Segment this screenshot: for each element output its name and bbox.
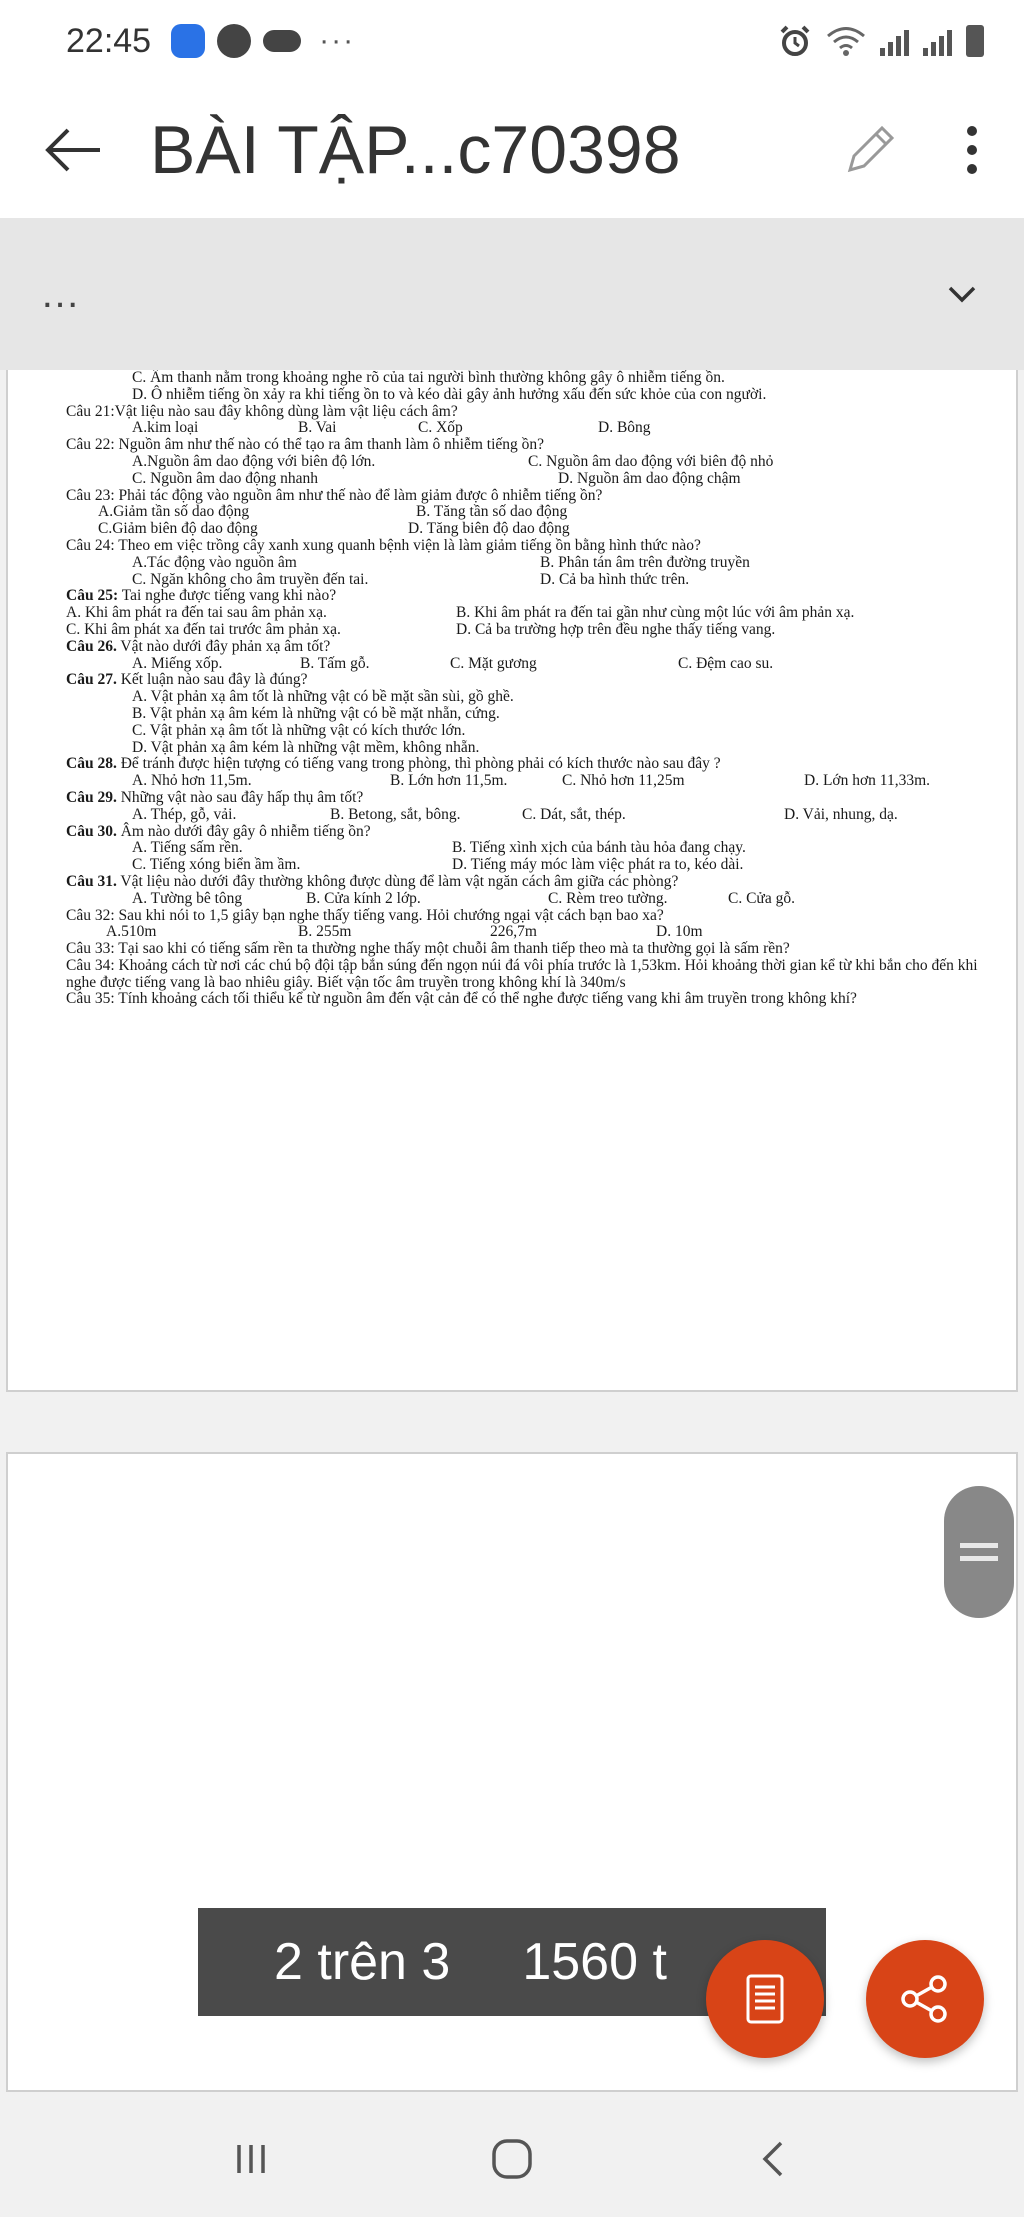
document-line xyxy=(66,572,978,589)
document-line xyxy=(66,605,978,622)
document-line xyxy=(66,588,978,605)
question-number: Câu 27. xyxy=(66,671,117,689)
document-text-segment: D. Ô nhiễm tiếng ồn xảy ra khi tiếng ồn to và kéo dài gây ảnh hưởng xấu đến sức khỏe của con người. xyxy=(132,385,767,403)
back-button[interactable] xyxy=(38,115,108,185)
document-text-segment: C. Ngăn không cho âm truyền đến tai. xyxy=(132,570,369,588)
document-text-segment: 226,7m xyxy=(490,923,537,941)
document-text-segment: A. Nhỏ hơn 11,5m. xyxy=(132,772,252,790)
document-text-segment: Câu 30. Âm nào dưới đây gây ô nhiễm tiếng ồn? xyxy=(66,822,371,840)
document-text-segment: D. Tiếng máy móc làm việc phát ra to, kéo dài. xyxy=(452,856,744,874)
document-paragraph: Câu 35: Tính khoảng cách tối thiểu kể từ nguồn âm đến vật cản để có thể nghe được tiếng vang khi âm truyền trong không khí? xyxy=(66,990,857,1008)
document-line xyxy=(66,891,978,908)
document-text-segment: C. Cửa gỗ. xyxy=(728,889,795,907)
document-line xyxy=(66,504,978,521)
document-text-segment: A.Giảm tần số dao động xyxy=(98,503,250,521)
document-text-segment: C. Vật phản xạ âm tốt là những vật có kích thước lớn. xyxy=(132,721,466,739)
document-text-segment: D. Nguồn âm dao động chậm xyxy=(558,469,741,487)
document-line xyxy=(66,404,978,421)
recent-apps-button[interactable] xyxy=(221,2129,281,2189)
document-line xyxy=(66,807,978,824)
document-text-segment: A.Tác động vào nguồn âm xyxy=(132,553,297,571)
document-text-segment: C. Khi âm phát xa đến tai trước âm phản xạ. xyxy=(66,620,341,638)
document-line xyxy=(66,723,978,740)
document-text-segment: A. Vật phản xạ âm tốt là những vật có bề mặt sần sùi, gồ ghề. xyxy=(132,688,514,706)
document-line xyxy=(66,656,978,673)
document-text-segment: C. Dát, sắt, thép. xyxy=(522,805,626,823)
document-line xyxy=(66,706,978,723)
app-bar xyxy=(0,82,1024,218)
document-text-segment: A.510m xyxy=(106,923,157,941)
document-text-segment: Câu 26. Vật nào dưới đây phản xạ âm tốt? xyxy=(66,637,331,655)
document-text-segment: C. Tiếng xóng biển ầm ầm. xyxy=(132,856,301,874)
document-line xyxy=(66,420,978,437)
document-line xyxy=(66,471,978,488)
document-line xyxy=(66,454,978,471)
signal-icon xyxy=(880,26,909,56)
page-number: 2 trên 3 xyxy=(274,1933,451,1991)
document-line xyxy=(66,521,978,538)
back-arrow-icon xyxy=(44,128,102,172)
document-text-segment: Câu 21:Vật liệu nào sau đây không dùng làm vật liệu cách âm? xyxy=(66,402,458,420)
wifi-icon xyxy=(826,25,866,57)
document-text-segment: A. Miếng xốp. xyxy=(132,654,223,672)
cloud-icon xyxy=(263,30,301,52)
document-text-segment: D. Tăng biên độ dao động xyxy=(408,520,570,538)
document-line xyxy=(66,857,978,874)
document-text-segment: C. Âm thanh nằm trong khoảng nghe rõ của tai người bình thường không gây ô nhiễm tiếng ồn. xyxy=(132,370,725,386)
chevron-down-icon[interactable] xyxy=(942,274,982,314)
document-text-segment: A. Tường bê tông xyxy=(132,889,243,907)
document-text-segment: A.Nguồn âm dao động với biên độ lớn. xyxy=(132,452,376,470)
document-text-segment: Câu 22: Nguồn âm như thế nào có thể tạo ra âm thanh làm ô nhiễm tiếng ồn? xyxy=(66,436,545,454)
document-line xyxy=(66,672,978,689)
document-line xyxy=(66,622,978,639)
home-icon xyxy=(489,2136,535,2182)
document-text-segment: B. 255m xyxy=(298,923,352,941)
document-text-segment: B. Khi âm phát ra đến tai gần như cùng một lúc với âm phản xạ. xyxy=(456,604,855,622)
document-text-segment: Câu 24: Theo em việc trồng cây xanh xung quanh bệnh viện là làm giảm tiếng ồn bằng hình thức nào? xyxy=(66,536,701,554)
document-text-segment: B. Cửa kính 2 lớp. xyxy=(306,889,421,907)
document-text-segment: C. Nguồn âm dao động nhanh xyxy=(132,469,318,487)
overflow-menu[interactable]: … xyxy=(40,271,84,316)
document-text-segment: B. Phân tán âm trên đường truyền xyxy=(540,553,750,571)
more-vertical-icon xyxy=(967,126,977,136)
word-count: 1560 t xyxy=(522,1933,667,1991)
document-text-segment: B. Tăng tần số dao động xyxy=(416,503,568,521)
document-line xyxy=(66,824,978,841)
status-right-icons xyxy=(778,24,984,58)
document-line xyxy=(66,773,978,790)
document-paragraph: Câu 33: Tại sao khi có tiếng sấm rền ta thường nghe thấy một chuỗi âm thanh tiếp theo mà ta thường gọi là sấm rền? xyxy=(66,940,790,958)
recent-apps-icon xyxy=(231,2139,271,2179)
document-text-segment: C.Giảm biên độ dao động xyxy=(98,520,258,538)
document-text-segment: D. Vải, nhung, dạ. xyxy=(784,805,898,823)
question-number: Câu 30. xyxy=(66,822,117,840)
reading-view-button[interactable] xyxy=(706,1940,824,2058)
document-text-segment: B. Vật phản xạ âm kém là những vật có bề mặt nhẵn, cứng. xyxy=(132,704,500,722)
document-text-segment: C. Xốp xyxy=(418,419,463,437)
document-text-segment: A. Thép, gỗ, vải. xyxy=(132,805,237,823)
more-options-button[interactable] xyxy=(952,115,992,185)
document-line xyxy=(66,488,978,505)
document-text-segment: D. Cả ba trường hợp trên đều nghe thấy tiếng vang. xyxy=(456,620,776,638)
document-text-segment: Câu 25: Tai nghe được tiếng vang khi nào? xyxy=(66,587,337,605)
document-line xyxy=(66,790,978,807)
document-text-segment: B. Tấm gỗ. xyxy=(300,654,370,672)
document-line xyxy=(66,908,978,925)
home-button[interactable] xyxy=(482,2129,542,2189)
messenger-icon xyxy=(217,24,251,58)
document-text-segment: A. Khi âm phát ra đến tai sau âm phản xạ. xyxy=(66,604,327,622)
document-line xyxy=(66,555,978,572)
document-line xyxy=(66,924,978,941)
document-text xyxy=(66,370,978,1008)
document-text-segment: Câu 29. Những vật nào sau đây hấp thụ âm tốt? xyxy=(66,788,364,806)
document-text-segment: B. Betong, sắt, bông. xyxy=(330,805,461,823)
document-text-segment: Câu 27. Kết luận nào sau đây là đúng? xyxy=(66,671,308,689)
document-text-segment: Câu 28. Để tránh được hiện tượng có tiếng vang trong phòng, thì phòng phải có kích thước nào sau đây ? xyxy=(66,755,721,773)
back-icon xyxy=(753,2137,793,2181)
document-text-segment: C. Nguồn âm dao động với biên độ nhỏ xyxy=(528,452,774,470)
document-text-segment: B. Lớn hơn 11,5m. xyxy=(390,772,508,790)
document-text-segment: Câu 23: Phải tác động vào nguồn âm như thế nào để làm giảm được ô nhiễm tiếng ồn? xyxy=(66,486,603,504)
document-line xyxy=(66,639,978,656)
document-text-segment: Câu 31. Vật liệu nào dưới đây thường không được dùng để làm vật ngăn cách âm giữa các phòng? xyxy=(66,872,679,890)
status-bar xyxy=(0,0,1024,82)
document-text-segment: C. Mặt gương xyxy=(450,654,537,672)
document-line xyxy=(66,740,978,757)
status-time: 22:45 xyxy=(66,21,152,60)
document-text-segment: C. Rèm treo tường. xyxy=(548,889,668,907)
edit-button[interactable] xyxy=(838,118,902,182)
fast-scroll-handle[interactable] xyxy=(944,1486,1014,1618)
question-number: Câu 25: xyxy=(66,587,119,605)
document-text-segment: D. 10m xyxy=(656,923,703,941)
question-number: Câu 29. xyxy=(66,788,117,806)
alarm-icon xyxy=(778,24,812,58)
document-page-1[interactable] xyxy=(6,370,1018,1392)
question-number: Câu 31. xyxy=(66,872,117,890)
document-line xyxy=(66,756,978,773)
status-more-indicator: ··· xyxy=(319,24,356,57)
document-line xyxy=(66,437,978,454)
document-text-segment: D. Bông xyxy=(598,419,651,437)
document-line xyxy=(66,538,978,555)
secondary-toolbar xyxy=(0,218,1024,370)
document-line xyxy=(66,387,978,404)
document-line xyxy=(66,874,978,891)
document-text-segment: D. Cả ba hình thức trên. xyxy=(540,570,690,588)
question-number: Câu 28. xyxy=(66,755,117,773)
document-text-segment: Câu 32: Sau khi nói to 1,5 giây bạn nghe thấy tiếng vang. Hỏi chướng ngại vật cách bạn bao xa? xyxy=(66,906,664,924)
back-nav-button[interactable] xyxy=(743,2129,803,2189)
question-number: Câu 26. xyxy=(66,637,117,655)
document-paragraph: Câu 34: Khoảng cách từ nơi các chú bộ đội tập bắn súng đến ngọn núi đá vôi phía trước là 1,53km. Hỏi khoảng thời gian kể từ khi bắn cho đến khi nghe được tiếng vang là bao nhiêu giây. Biết vận tốc âm truyền trong không khí là 340m/s xyxy=(66,956,978,991)
document-line xyxy=(66,689,978,706)
document-line xyxy=(66,370,978,387)
pencil-icon xyxy=(842,122,898,178)
document-text-segment: A.kim loại xyxy=(132,419,199,437)
document-text-segment: D. Vật phản xạ âm kém là những vật mềm, không nhẵn. xyxy=(132,738,480,756)
share-icon xyxy=(898,1972,952,2026)
document-icon xyxy=(745,1973,785,2025)
document-line xyxy=(66,840,978,857)
signal-icon-2 xyxy=(923,26,952,56)
document-text-segment: C. Đệm cao su. xyxy=(678,654,774,672)
document-text-segment: D. Lớn hơn 11,33m. xyxy=(804,772,931,790)
scroll-grip-icon xyxy=(960,1543,998,1548)
app-notification-icon xyxy=(171,24,205,58)
document-text-segment: B. Tiếng xình xịch của bánh tàu hỏa đang chạy. xyxy=(452,839,746,857)
document-text-segment: C. Nhỏ hơn 11,25m xyxy=(562,772,685,790)
document-title: BÀI TẬP...c70398 xyxy=(150,112,681,188)
share-button[interactable] xyxy=(866,1940,984,2058)
battery-icon xyxy=(966,25,984,57)
document-text-segment: B. Vai xyxy=(298,419,337,437)
system-navigation-bar xyxy=(0,2101,1024,2217)
document-text-segment: A. Tiếng sấm rền. xyxy=(132,839,243,857)
